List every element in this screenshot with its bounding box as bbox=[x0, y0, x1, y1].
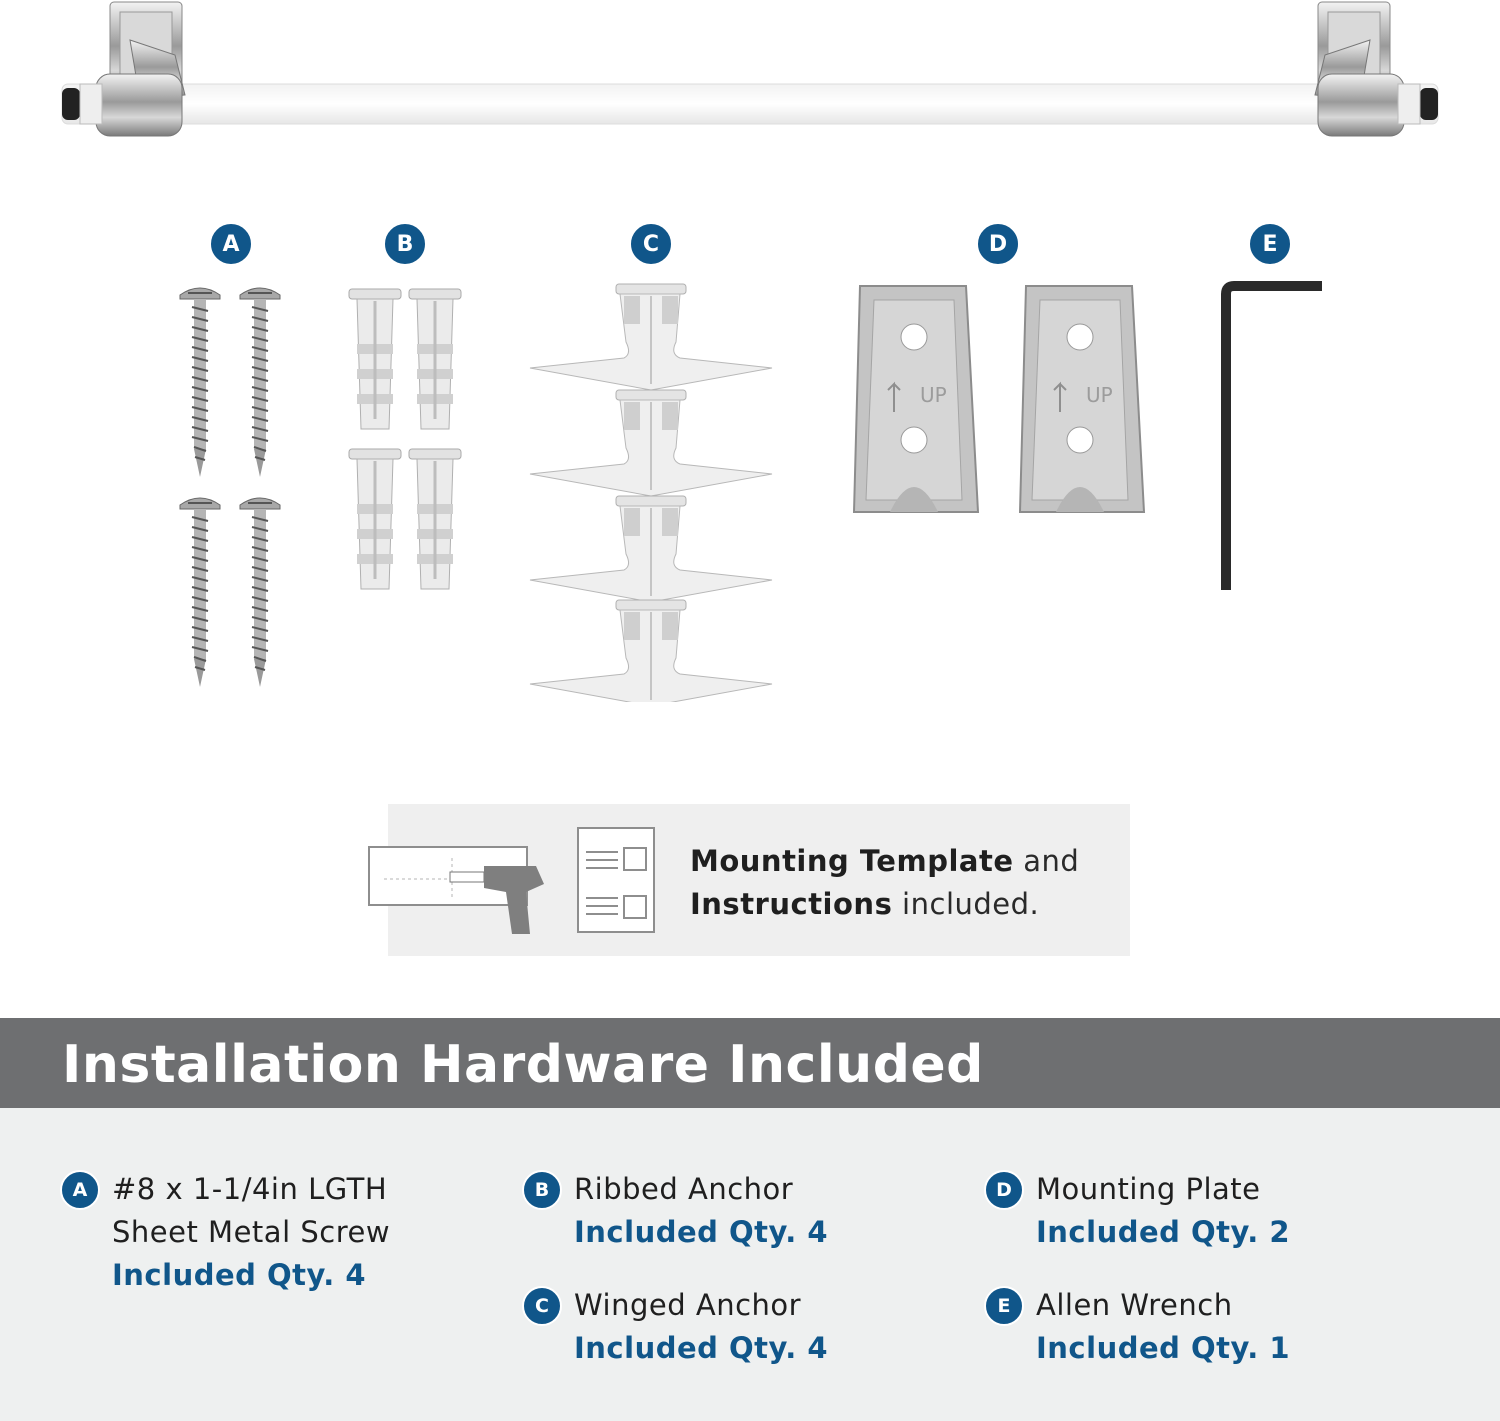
plate-up-label: UP bbox=[920, 383, 947, 407]
list-c-badge: C bbox=[522, 1286, 562, 1326]
list-item-name: Winged Anchor bbox=[574, 1288, 802, 1322]
list-b-badge: B bbox=[522, 1170, 562, 1210]
list-item-name: Mounting Plate bbox=[1036, 1172, 1261, 1206]
plate-up-label: UP bbox=[1086, 383, 1113, 407]
list-e-badge: E bbox=[984, 1286, 1024, 1326]
part-c-badge: C bbox=[629, 222, 673, 266]
list-d-badge: D bbox=[984, 1170, 1024, 1210]
part-e-badge: E bbox=[1248, 222, 1292, 266]
list-item-qty: Included Qty. 4 bbox=[574, 1331, 829, 1365]
list-item-qty: Included Qty. 1 bbox=[1036, 1331, 1291, 1365]
list-item-d bbox=[1036, 1168, 1290, 1254]
list-item-qty: Included Qty. 2 bbox=[1036, 1215, 1291, 1249]
template-bold-2: Instructions bbox=[690, 887, 893, 921]
template-text-1: and bbox=[1013, 844, 1080, 878]
allen-wrench-image bbox=[1212, 280, 1332, 595]
template-text-2: included. bbox=[892, 887, 1040, 921]
list-item-a bbox=[112, 1168, 390, 1297]
list-item-name: Sheet Metal Screw bbox=[112, 1215, 391, 1249]
ribbed-anchors-image bbox=[345, 285, 465, 600]
towel-bar-image bbox=[0, 0, 1500, 150]
list-item-name: Ribbed Anchor bbox=[574, 1172, 794, 1206]
mounting-plates-image bbox=[848, 280, 1150, 520]
winged-anchors-image bbox=[520, 282, 782, 702]
list-item-name: #8 x 1-1/4in LGTH bbox=[112, 1172, 388, 1206]
list-item-b bbox=[574, 1168, 828, 1254]
part-d-badge: D bbox=[976, 222, 1020, 266]
list-item-c bbox=[574, 1284, 828, 1370]
part-a-badge: A bbox=[209, 222, 253, 266]
list-item-name: Allen Wrench bbox=[1036, 1288, 1233, 1322]
screws-image bbox=[170, 280, 295, 700]
list-item-e bbox=[1036, 1284, 1290, 1370]
instructions-document-icon bbox=[576, 826, 658, 936]
template-bold-1: Mounting Template bbox=[690, 844, 1014, 878]
template-caption bbox=[690, 840, 1079, 926]
list-a-badge: A bbox=[60, 1170, 100, 1210]
drill-template-icon bbox=[366, 844, 554, 940]
list-item-qty: Included Qty. 4 bbox=[574, 1215, 829, 1249]
banner-title: Installation Hardware Included bbox=[62, 1035, 984, 1095]
list-item-qty: Included Qty. 4 bbox=[112, 1258, 367, 1292]
part-b-badge: B bbox=[383, 222, 427, 266]
